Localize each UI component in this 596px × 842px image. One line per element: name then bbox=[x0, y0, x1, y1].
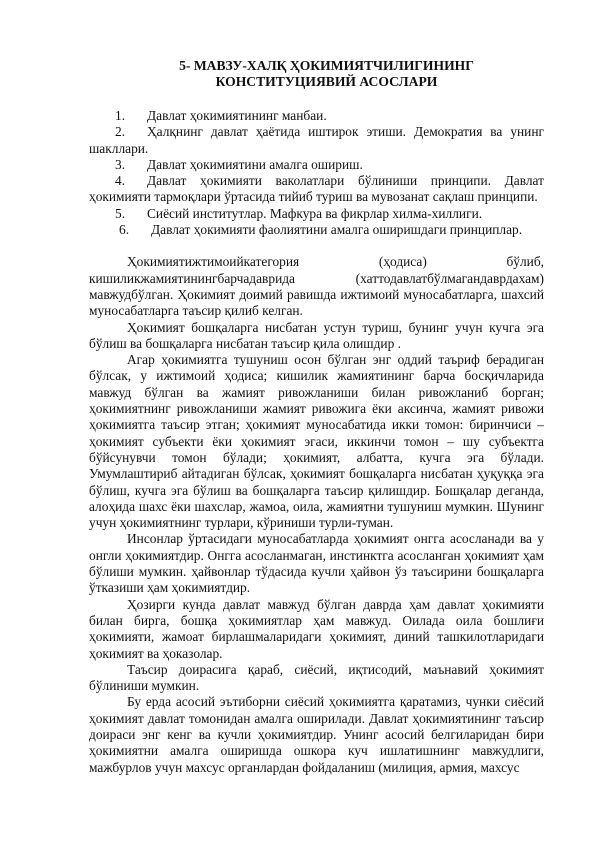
plan-item bbox=[89, 206, 544, 222]
plan-item-text: Сиёсий институтлар. Мафкура ва фикрлар хилма-хиллиги. bbox=[147, 205, 483, 221]
plan-item-text: Давлат ҳокимиятини амалга ошириш. bbox=[147, 156, 363, 172]
title-line-2: КОНСТИТУЦИЯВИЙ АСОСЛАРИ bbox=[215, 74, 438, 89]
plan-item-number: 3. bbox=[115, 156, 126, 172]
plan-item-number: 6. bbox=[119, 222, 130, 238]
plan-item bbox=[89, 222, 544, 238]
body-paragraph: Агар ҳокимиятга тушуниш осон бўлган энг оддий таъриф берадиган бўлсак, у ижтимоий ҳодиса; кишилик жамиятининг барча босқичларида мавжуд бўлган ва жамият ривожланиши билан ривожланиб борган; ҳокимиятнинг ривожланиши жамият ривожига ёки аксинча, жамият ривожи ҳокимиятга таъсир этган; ҳокимият муносабатида икки томон: биринчиси – ҳокимият субъекти ёки ҳокимият эгаси, иккинчи томон – шу субъектга бўйсунувчи томон бўлади; ҳокимият, албатта, кучга эга бўлади. Умумлаштириб айтадиган бўлсак, ҳокимият бошқаларга нисбатан ҳуқуққа эга бўлиш, кучга эга бўлиш ва бошқаларга таъсир қилишдир. Бошқалар деганда, алоҳида шахс ёки шахслар, жамоа, оила, жамиятни тушуниш мумкин. Шунинг учун ҳокимиятнинг турлари, кўриниши турли-туман. bbox=[89, 352, 544, 531]
title-line-1: 5- МАВЗУ-ХАЛҚ ҲОКИМИЯТЧИЛИГИНИНГ bbox=[179, 58, 474, 73]
body-paragraph: Бу ерда асосий эътиборни сиёсий ҳокимиятга қаратамиз, чунки сиёсий ҳокимият давлат томонидан амалга оширилади. Давлат ҳокимиятининг таъсир доираси энг кенг ва кучли ҳокимиятдир. Унинг асосий белгиларидан бири ҳокимиятни амалга оширишда ошкора куч ишлатишнинг мавжудлиги, мажбурлов учун махсус органлардан фойдаланиш (милиция, армия, махсус bbox=[89, 694, 544, 775]
body-paragraph: Ҳокимият бошқаларга нисбатан устун туриш, бунинг учун кучга эга бўлиш ва бошқаларга нисбатан таъсир қила олишдир . bbox=[89, 319, 544, 351]
plan-item-text: Давлат ҳокимияти фаолиятини амалга оширишдаги принциплар. bbox=[151, 222, 523, 238]
plan-item-text: Ҳалқнинг давлат ҳаётида иштирок этиши. Демократия ва унинг шакллари. bbox=[89, 124, 544, 156]
plan-item bbox=[89, 157, 544, 173]
topic-plan-list bbox=[89, 108, 544, 238]
plan-item-number: 5. bbox=[115, 205, 126, 221]
plan-item bbox=[89, 173, 544, 206]
plan-item-text: Давлат ҳокимиятининг манбаи. bbox=[147, 108, 327, 123]
body-paragraph: Ҳозирги кунда давлат мавжуд бўлган даврда ҳам давлат ҳокимияти билан бирга, бошқа ҳокимиятлар ҳам мавжуд. Оилада оила бошлиғи ҳокимияти, жамоат бирлашмаларидаги ҳокимият, диний ташкилотларидаги ҳокимият ва ҳоказолар. bbox=[89, 596, 544, 661]
body-paragraph: Инсонлар ўртасидаги муносабатларда ҳокимият онгга асосланади ва у онгли ҳокимиятдир. Онгга асосланмаган, инстинктга асосланган ҳокимият ҳам бўлиши мумкин. ҳайвонлар тўдасида кучли ҳайвон ўз таъсирини бошқаларга ўтказиши ҳам ҳокимиятдир. bbox=[89, 531, 544, 596]
plan-item bbox=[89, 108, 544, 124]
page-title bbox=[109, 58, 544, 90]
body-paragraph: Таъсир доирасига қараб, сиёсий, иқтисодий, маънавий ҳокимият бўлиниши мумкин. bbox=[89, 661, 544, 694]
body-paragraph: Ҳокимиятижтимоийкатегория (ҳодиса) бўлиб, кишиликжамиятинингбарчадаврида (хаттодавлатбўлмагандаврдахам) мавжудбўлган. Ҳокимият доимий равишда ижтимоий муносабатларга, шахсий муносабатларга таъсир қилиб келган. bbox=[89, 254, 544, 319]
plan-item bbox=[89, 124, 544, 157]
plan-item-number: 1. bbox=[115, 108, 126, 123]
plan-item-text: Давлат ҳокимияти ваколатлари бўлиниши принципи. Давлат ҳокимияти тармоқлари ўртасида тийиб туриш ва мувозанат сақлаш принципи. bbox=[89, 173, 544, 205]
plan-item-number: 2. bbox=[115, 124, 126, 140]
plan-item-number: 4. bbox=[115, 173, 126, 189]
